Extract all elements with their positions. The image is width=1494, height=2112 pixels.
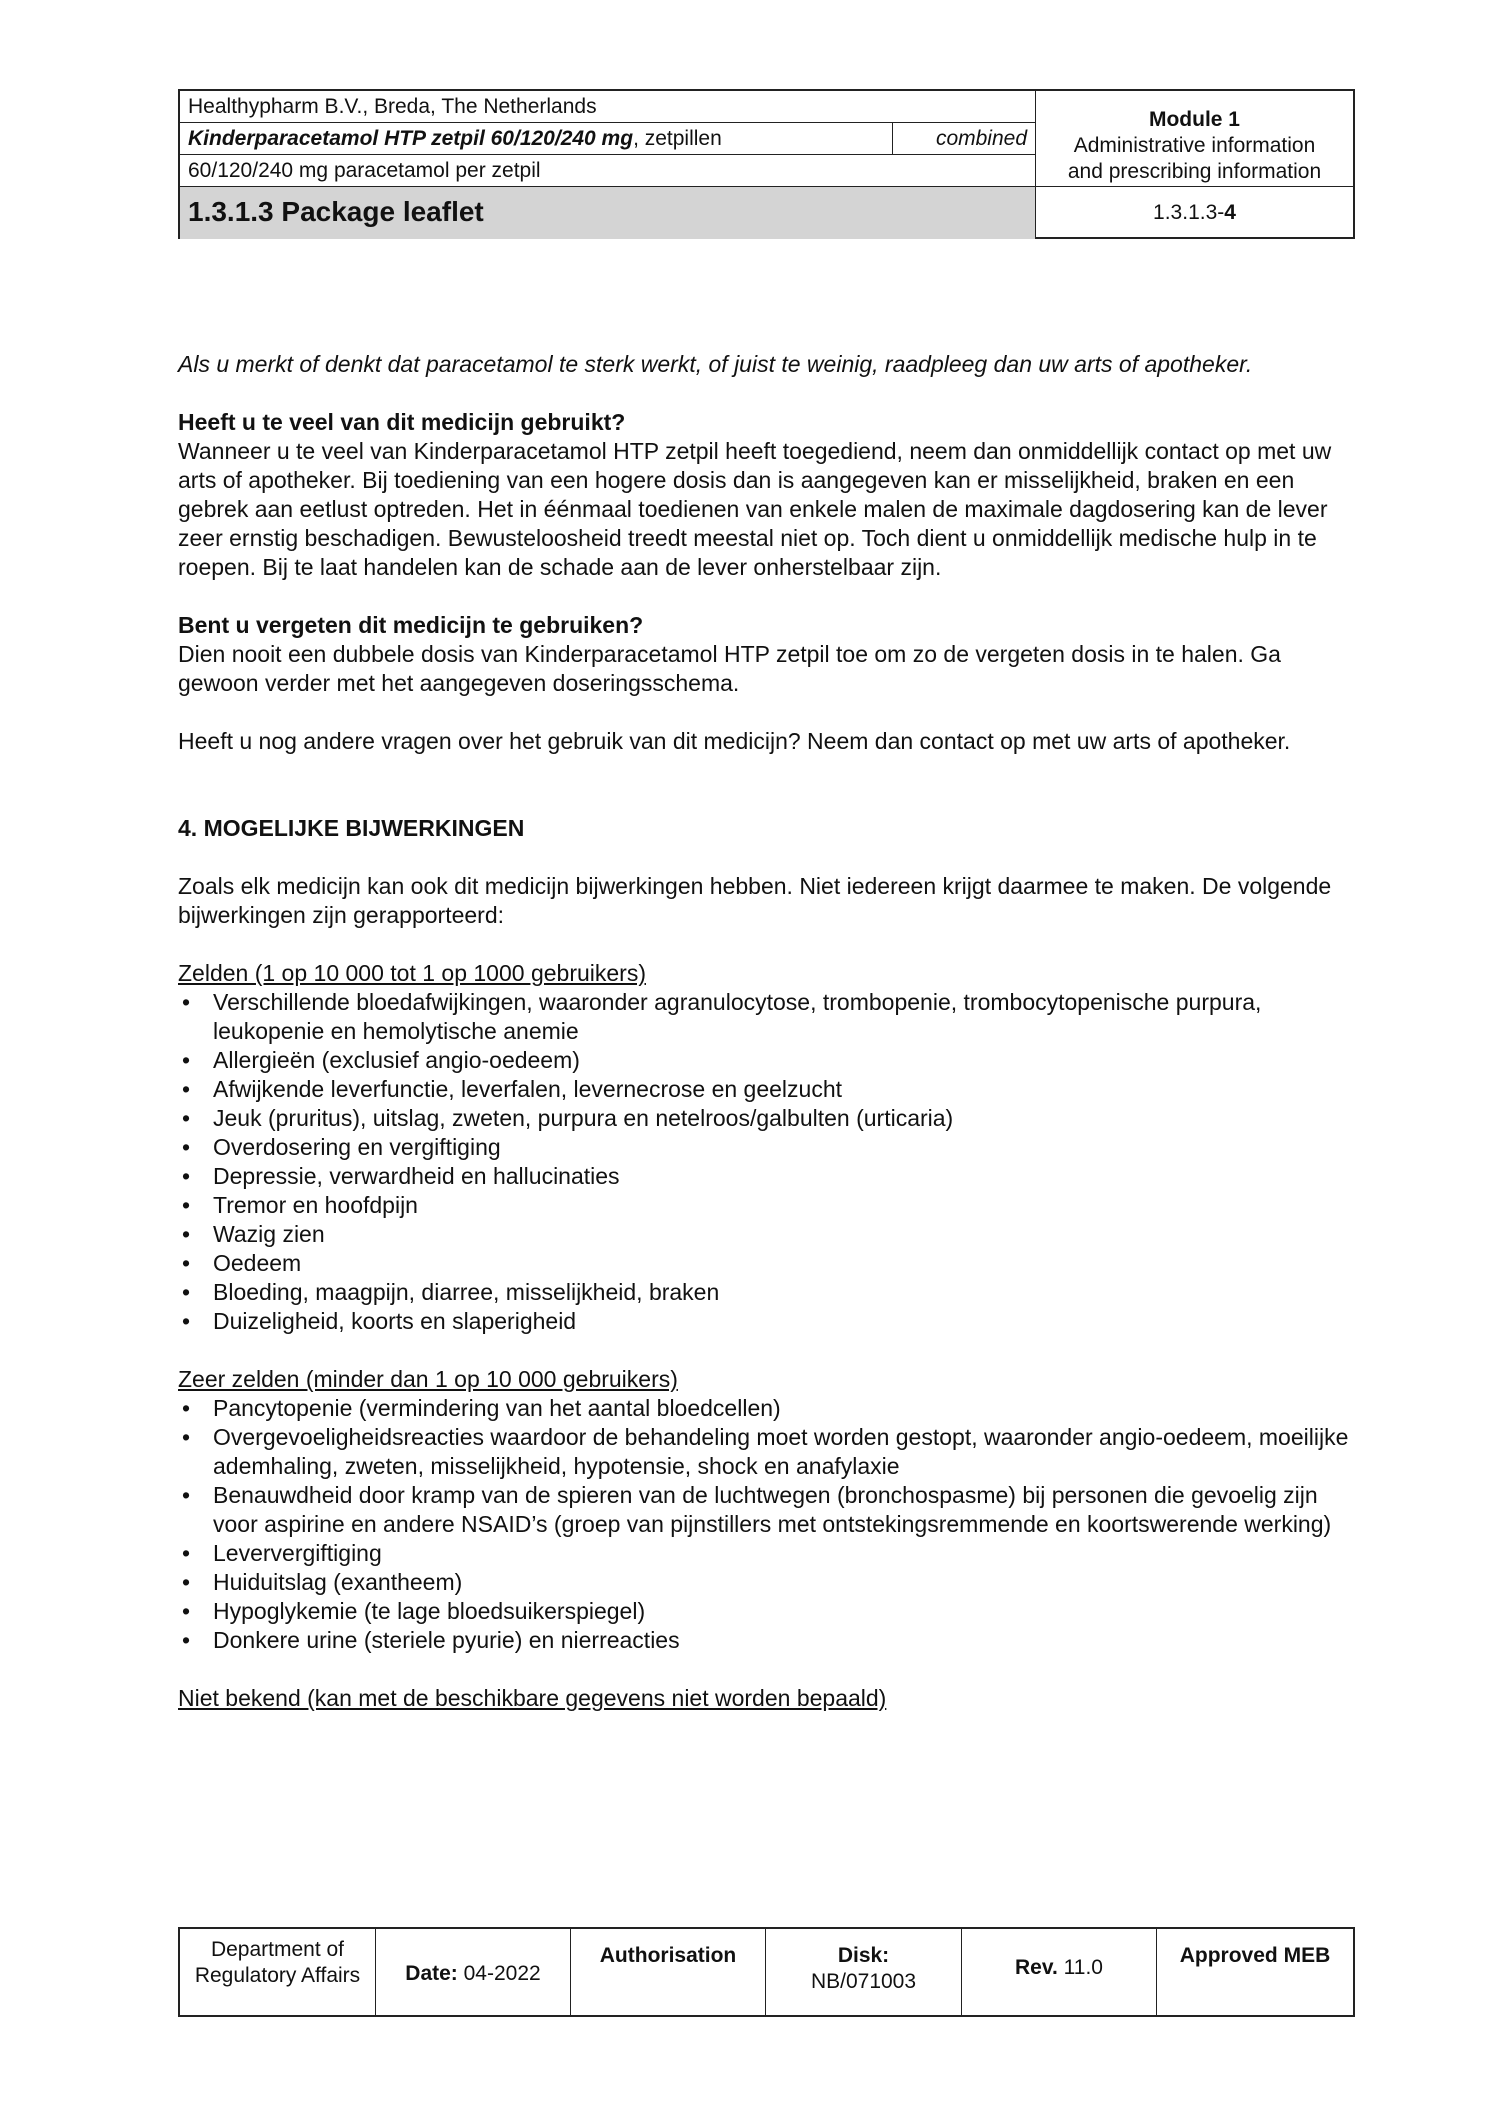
unknown-heading: Niet bekend (kan met de beschikbare gegevens niet worden bepaald) bbox=[178, 1685, 887, 1711]
questions-paragraph: Heeft u nog andere vragen over het gebruik van dit medicijn? Neem dan contact op met uw arts of apotheker. bbox=[178, 728, 1291, 754]
bullet-icon: • bbox=[182, 1308, 191, 1334]
bullet-icon: • bbox=[182, 1221, 191, 1247]
combined-label: combined bbox=[935, 127, 1027, 150]
module-title: Module 1 bbox=[1148, 108, 1240, 131]
bullet-icon: • bbox=[182, 1047, 191, 1073]
bullet-icon: • bbox=[182, 1163, 191, 1189]
bullet-icon: • bbox=[182, 989, 191, 1015]
revision-cell bbox=[962, 1929, 1157, 2015]
list-item: • Bloeding, maagpijn, diarree, misselijkheid, braken bbox=[182, 1279, 720, 1305]
list-item: • Overdosering en vergiftiging bbox=[182, 1134, 501, 1160]
company-name: Healthypharm B.V., Breda, The Netherlands bbox=[188, 95, 597, 118]
page-ref-cell bbox=[1035, 187, 1353, 239]
authorisation-cell bbox=[571, 1929, 766, 2015]
approved-cell bbox=[1157, 1929, 1353, 2015]
date-cell bbox=[376, 1929, 571, 2015]
bullet-icon: • bbox=[182, 1598, 191, 1624]
bullet-icon: • bbox=[182, 1482, 191, 1508]
strength-cell bbox=[180, 155, 1035, 187]
forgot-heading: Bent u vergeten dit medicijn te gebruiken? bbox=[178, 612, 644, 638]
bullet-icon: • bbox=[182, 1279, 191, 1305]
list-item: • Huiduitslag (exantheem) bbox=[182, 1569, 463, 1595]
bullet-icon: • bbox=[182, 1540, 191, 1566]
bullet-icon: • bbox=[182, 1105, 191, 1131]
overdose-heading: Heeft u te veel van dit medicijn gebruikt? bbox=[178, 409, 626, 435]
product-cell bbox=[180, 123, 893, 155]
list-item: • Wazig zien bbox=[182, 1221, 325, 1247]
bullet-icon: • bbox=[182, 1395, 191, 1421]
list-item: • Hypoglykemie (te lage bloedsuikerspiegel) bbox=[182, 1598, 646, 1624]
intro-paragraph: Als u merkt of denkt dat paracetamol te sterk werkt, of juist te weinig, raadpleeg dan uw arts of apotheker. bbox=[178, 351, 1253, 377]
strength-text: 60/120/240 mg paracetamol per zetpil bbox=[188, 159, 541, 182]
list-item: • Jeuk (pruritus), uitslag, zweten, purpura en netelroos/galbulten (urticaria) bbox=[182, 1105, 954, 1131]
section-4-heading: 4. MOGELIJKE BIJWERKINGEN bbox=[178, 815, 525, 841]
department-line-2: Regulatory Affairs bbox=[194, 1964, 361, 1987]
disk-value: NB/071003 bbox=[810, 1970, 917, 1993]
product-form: , zetpillen bbox=[633, 127, 722, 150]
bullet-icon: • bbox=[182, 1424, 191, 1450]
approved-label: Approved MEB bbox=[1179, 1944, 1331, 1967]
bullet-icon: • bbox=[182, 1627, 191, 1653]
bullet-icon: • bbox=[182, 1076, 191, 1102]
combined-cell bbox=[893, 123, 1035, 155]
leaflet-body bbox=[178, 350, 1358, 1713]
page-ref-number: 4 bbox=[1224, 201, 1236, 224]
module-line-1: Administrative information bbox=[1073, 134, 1316, 157]
list-item: • Benauwdheid door kramp van de spieren van de luchtwegen (bronchospasme) bij personen die gevoelig zijn voor aspirine en andere NSAID’s (groep van pijnstillers met ontstekingsremmende en koortswerende werking) bbox=[182, 1482, 1332, 1537]
list-item: • Afwijkende leverfunctie, leverfalen, levernecrose en geelzucht bbox=[182, 1076, 843, 1102]
bullet-icon: • bbox=[182, 1134, 191, 1160]
bullet-icon: • bbox=[182, 1569, 191, 1595]
section-4-intro: Zoals elk medicijn kan ook dit medicijn bijwerkingen hebben. Niet iedereen krijgt daarmee te maken. De volgende bijwerkingen zijn gerapporteerd: bbox=[178, 873, 1332, 928]
list-item: • Duizeligheid, koorts en slaperigheid bbox=[182, 1308, 577, 1334]
revision-value: 11.0 bbox=[1057, 1956, 1103, 1979]
header-table bbox=[178, 89, 1355, 239]
list-item: • Donkere urine (steriele pyurie) en nierreacties bbox=[182, 1627, 680, 1653]
forgot-paragraph: Dien nooit een dubbele dosis van Kinderparacetamol HTP zetpil toe om zo de vergeten dosis in te halen. Ga gewoon verder met het aangegeven doseringsschema. bbox=[178, 641, 1281, 696]
very-rare-heading: Zeer zelden (minder dan 1 op 10 000 gebruikers) bbox=[178, 1366, 678, 1392]
revision-label: Rev. bbox=[1015, 1956, 1058, 1979]
footer-table bbox=[178, 1927, 1355, 2017]
list-item: • Allergieën (exclusief angio-oedeem) bbox=[182, 1047, 580, 1073]
list-item: • Leververgiftiging bbox=[182, 1540, 382, 1566]
very-rare-list bbox=[178, 1394, 1358, 1655]
list-item: • Tremor en hoofdpijn bbox=[182, 1192, 418, 1218]
bullet-icon: • bbox=[182, 1250, 191, 1276]
bullet-icon: • bbox=[182, 1192, 191, 1218]
module-line-2: and prescribing information bbox=[1067, 160, 1322, 183]
list-item: • Depressie, verwardheid en hallucinaties bbox=[182, 1163, 620, 1189]
company-cell bbox=[180, 91, 1035, 123]
date-label: Date: bbox=[405, 1962, 458, 1985]
rare-list bbox=[178, 988, 1358, 1336]
section-title: 1.3.1.3 Package leaflet bbox=[188, 196, 484, 227]
rare-heading: Zelden (1 op 10 000 tot 1 op 1000 gebruikers) bbox=[178, 960, 646, 986]
product-name: Kinderparacetamol HTP zetpil 60/120/240 mg bbox=[188, 127, 634, 150]
list-item: • Verschillende bloedafwijkingen, waaronder agranulocytose, trombopenie, trombocytopenische purpura, leukopenie en hemolytische anemie bbox=[182, 989, 1262, 1044]
section-title-cell bbox=[180, 187, 1035, 239]
disk-cell bbox=[766, 1929, 962, 2015]
list-item: • Oedeem bbox=[182, 1250, 302, 1276]
module-cell bbox=[1035, 91, 1353, 187]
disk-label: Disk: bbox=[837, 1944, 890, 1967]
department-cell bbox=[180, 1929, 376, 2015]
list-item: • Pancytopenie (vermindering van het aantal bloedcellen) bbox=[182, 1395, 781, 1421]
overdose-paragraph: Wanneer u te veel van Kinderparacetamol HTP zetpil heeft toegediend, neem dan onmiddellijk contact op met uw arts of apotheker. Bij toediening van een hogere dosis dan is aangegeven kan er misselijkheid, braken en een gebrek aan eetlust optreden. Het in éénmaal toedienen van enkele malen de maximale dagdosering kan de lever zeer ernstig beschadigen. Bewusteloosheid treedt meestal niet op. Toch dient u onmiddellijk medische hulp in te roepen. Bij te laat handelen kan de schade aan de lever onherstelbaar zijn. bbox=[178, 438, 1332, 580]
list-item: • Overgevoeligheidsreacties waardoor de behandeling moet worden gestopt, waaronder angio-oedeem, moeilijke ademhaling, zweten, misselijkheid, hypotensie, shock en anafylaxie bbox=[182, 1424, 1349, 1479]
authorisation-label: Authorisation bbox=[599, 1944, 737, 1967]
page-ref-prefix: 1.3.1.3- bbox=[1153, 201, 1225, 224]
date-value: 04-2022 bbox=[457, 1962, 541, 1985]
department-line-1: Department of bbox=[210, 1938, 345, 1961]
